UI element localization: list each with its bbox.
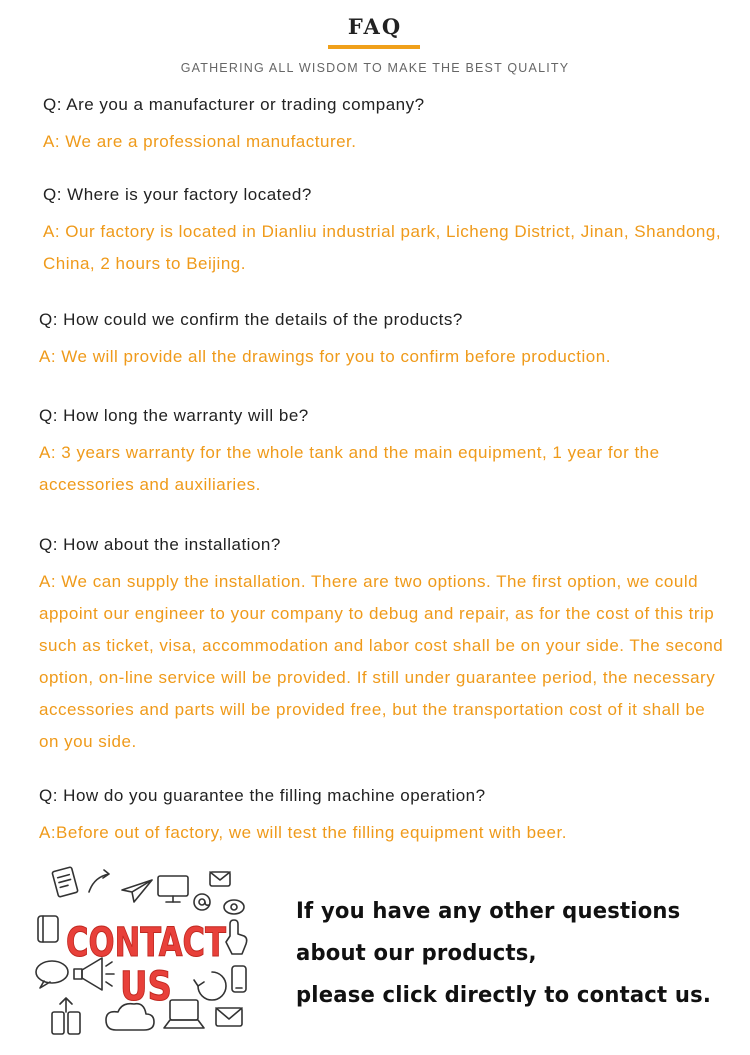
answer-1: A: We are a professional manufacturer.	[43, 132, 357, 151]
answer-6: A:Before out of factory, we will test the filling equipment with beer.	[39, 823, 567, 842]
contact-line-1: If you have any other questions	[296, 899, 681, 924]
answer-2: A: Our factory is located in Dianliu industrial park, Licheng District, Jinan, Shandong, China, 2 hours to Beijing.	[43, 222, 722, 273]
at-sign-icon	[194, 894, 210, 910]
paper-plane-icon	[122, 880, 152, 902]
telephone-icon	[224, 900, 244, 914]
question-3: Q: How could we confirm the details of the products?	[39, 310, 463, 329]
contact-logo-line1: CONTACT	[66, 920, 227, 966]
question-5: Q: How about the installation?	[39, 535, 281, 554]
phones-icon	[52, 1012, 80, 1034]
notebook-icon	[38, 916, 58, 942]
contact-line-2: about our products,	[296, 941, 537, 966]
question-1: Q: Are you a manufacturer or trading company?	[43, 95, 425, 114]
faq-subtitle: GATHERING ALL WISDOM TO MAKE THE BEST QUALITY	[180, 61, 570, 75]
arrow-up-icon	[60, 998, 72, 1012]
answer-4: A: 3 years warranty for the whole tank and the main equipment, 1 year for the accessories and auxiliaries.	[39, 443, 660, 494]
mobile-phone-icon	[232, 966, 246, 992]
title-underline	[328, 45, 420, 49]
speech-bubble-icon	[36, 961, 68, 988]
faq-title: FAQ	[347, 14, 403, 39]
contact-line-3[interactable]: please click directly to contact us.	[296, 983, 712, 1008]
question-6: Q: How do you guarantee the filling machine operation?	[39, 786, 486, 805]
question-2: Q: Where is your factory located?	[43, 185, 312, 204]
refresh-icon	[194, 972, 226, 1000]
monitor-icon	[158, 876, 188, 902]
envelope-icon	[216, 1008, 242, 1026]
answer-5: A: We can supply the installation. There are two options. The first option, we could appoint our engineer to your company to debug and repair, as for the cost of this trip such as ticket, visa, accommodation and labor cost shall be on your side. The second option, on-line service will be provided. If still under guarantee period, the necessary accessories and parts will be provided free, but the transportation cost of it shall be on you side.	[39, 572, 724, 751]
arrow-icon	[89, 870, 109, 892]
answer-3: A: We will provide all the drawings for you to confirm before production.	[39, 347, 611, 366]
question-4: Q: How long the warranty will be?	[39, 406, 309, 425]
contact-logo-line2: US	[120, 964, 172, 1010]
contact-us-illustration[interactable]	[34, 862, 256, 1042]
hand-click-icon	[226, 920, 247, 954]
email-icon	[210, 872, 230, 886]
document-icon	[52, 867, 78, 897]
